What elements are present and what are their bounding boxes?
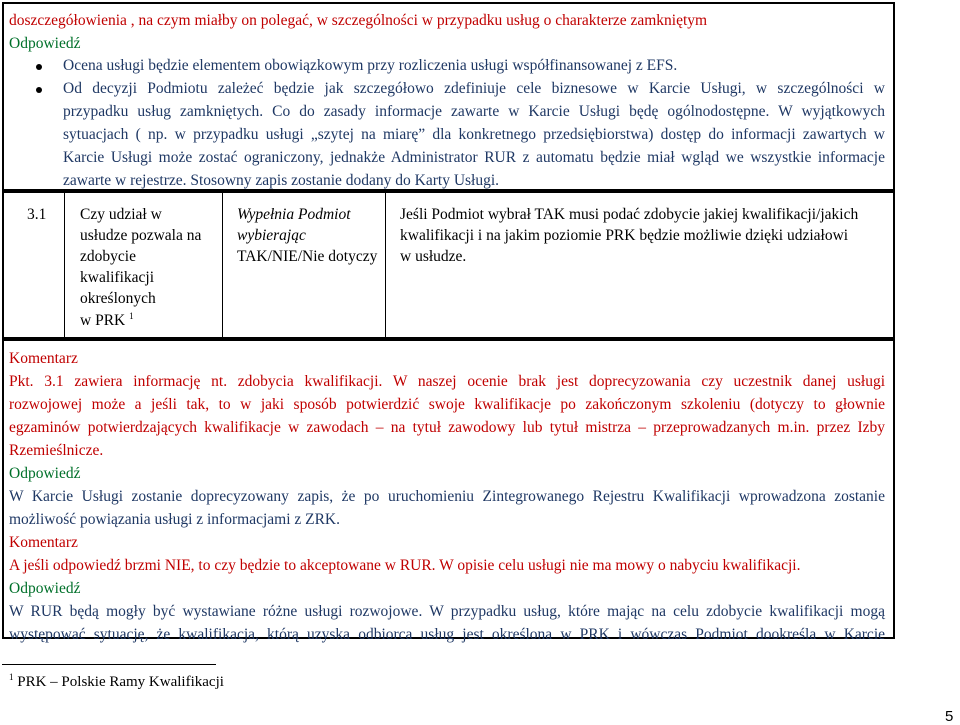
question-line: określonych — [80, 290, 156, 307]
comment-line: egzaminów potwierdzających kwalifikacje w zawodach – na tytuł zawodowy lub tytuł mistrza – przeprowadzanych m.in. przez Izby — [9, 419, 885, 436]
answer-bullet-1: Ocena usługi będzie elementem obowiązkowym przy rozliczenia usługi współfinansowanej z EFS. — [63, 57, 678, 74]
continuation-line: doszczegółowienia , na czym miałby on polegać, w szczególności w przypadku usług o charakterze zamkniętym — [9, 12, 708, 29]
footnote — [9, 674, 224, 691]
footnote-marker: 1 — [9, 672, 14, 682]
answer-bullet-2-line: sytuacjach ( np. w przypadku usługi „szytej na miarę” dla konkretnego przedsiębiorstwa) dostęp do informacji zawartych w — [63, 126, 885, 143]
answer-line: W Karcie Usługi zostanie doprecyzowany zapis, że po uruchomieniu Zintegrowanego Rejestru Kwalifikacji wprowadzona zostanie — [9, 488, 885, 505]
answer-line: kwalifikacji i na jakim poziomie PRK będzie możliwie dzięki udziałowi — [400, 227, 849, 244]
comment-label: Komentarz — [9, 350, 78, 367]
question-line: w PRK $^1$ — [80, 310, 134, 329]
answer-bullet-2-line: zawarte w rejestrze. Stosowny zapis zostanie dodany do Karty Usługi. — [63, 172, 500, 189]
hint-options: TAK/NIE/Nie dotyczy — [237, 248, 378, 265]
answer-bullet-2-line: przypadku usług zamkniętych. Co do zasady informacje zawarte w Karcie Usługi będę ogólnodostępne. W wyjątkowych — [63, 103, 885, 120]
answer-line: możliwość powiązania usługi z informacjami z ZRK. — [9, 511, 341, 528]
answer-line: Jeśli Podmiot wybrał TAK musi podać zdobycie jakiej kwalifikacji/jakich — [400, 206, 859, 223]
question-line: zdobycie — [80, 248, 136, 265]
footnote-separator — [2, 664, 216, 665]
column-divider — [222, 193, 223, 337]
comment-line: rozwojowej może a jeśli tak, to w jaki sposób potwierdzić swoje kwalifikacje po zakończonym szkoleniu (dotyczy to głownie — [9, 396, 885, 413]
column-divider — [64, 193, 65, 337]
answer-label: Odpowiedź — [9, 35, 81, 52]
answer-line: występować sytuację, że kwalifikacja, którą uzyska odbiorca usług jest określona w PRK i wówczas Podmiot dookreśla w Karcie — [9, 626, 885, 643]
question-line: Czy udział w — [80, 206, 162, 223]
footnote-ref: 1 — [129, 310, 134, 321]
answer-line: w usłudze. — [400, 248, 467, 265]
bullet-icon — [36, 87, 42, 93]
page-number: 5 — [945, 708, 954, 725]
question-line: usłudze pozwala na — [80, 227, 202, 244]
answer-label: Odpowiedź — [9, 580, 81, 597]
comment-line: A jeśli odpowiedź brzmi NIE, to czy będzie to akceptowane w RUR. W opisie celu usługi nie ma mowy o nabyciu kwalifikacji. — [9, 557, 801, 574]
answer-line: W RUR będą mogły być wystawiane różne usługi rozwojowe. W przypadku usług, które mając na celu zdobycie kwalifikacji mogą — [9, 603, 885, 620]
hint-line: wybierając — [237, 227, 306, 244]
comment-label: Komentarz — [9, 534, 78, 551]
comment-line: Rzemieślnicze. — [9, 442, 104, 459]
answer-label: Odpowiedź — [9, 465, 81, 482]
answer-bullet-2-line: Karcie Usługi może zostać ograniczony, jednakże Administrator RUR z automatu będzie miał wgląd we wszystkie informacje — [63, 149, 885, 166]
row-number: 3.1 — [27, 206, 47, 223]
bullet-icon — [36, 64, 42, 70]
hint-line: Wypełnia Podmiot — [237, 206, 351, 223]
question-line: kwalifikacji — [80, 269, 155, 286]
answer-bullet-2-line: Od decyzji Podmiotu zależeć będzie jak szczegółowo zdefiniuje cele biznesowe w Karcie Usługi, w szczególności w — [63, 80, 885, 97]
footnote-text: PRK – Polskie Ramy Kwalifikacji — [17, 674, 224, 690]
column-divider — [385, 193, 386, 337]
comment-line: Pkt. 3.1 zawiera informację nt. zdobycia kwalifikacji. W naszej ocenie brak jest doprecyzowania czy uczestnik danej usługi — [9, 373, 885, 390]
